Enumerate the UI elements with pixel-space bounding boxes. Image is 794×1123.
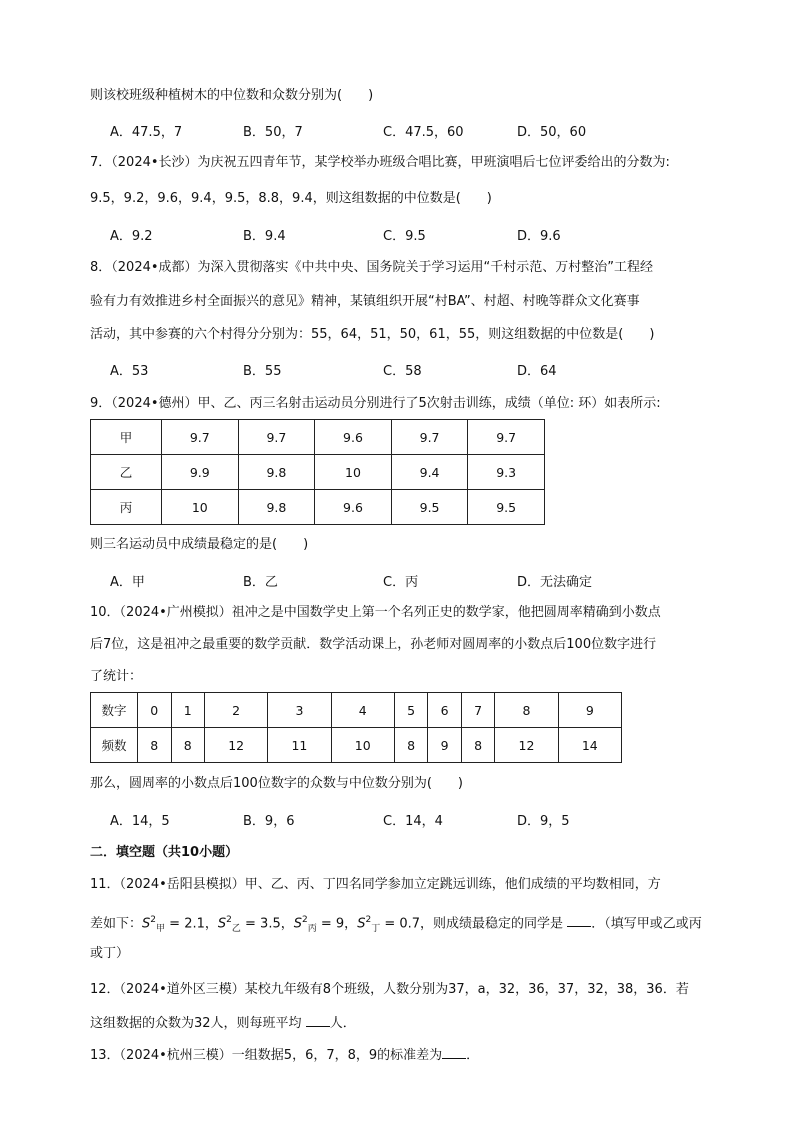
q10-frequency-table (90, 692, 622, 763)
q6-option-a: A．47.5，7 (110, 125, 183, 140)
q6-option-b: B．50，7 (243, 125, 303, 140)
table-cell: 9.6 (315, 490, 392, 525)
q9-option-a: A．甲 (110, 575, 145, 590)
q12-suffix: 人． (329, 1016, 356, 1031)
row-label: 丙 (91, 490, 162, 525)
q11-line-2: 差如下：$S^2_甲 = 2.1$，$S^2_乙 = 3.5$，$S^2_丙 = 9$，$S^2_丁 = 0.7$，则成绩最稳定的同学是 ．（填写甲或乙或丙 (90, 910, 702, 939)
q13-suffix: ． (466, 1048, 480, 1063)
variance-value-jia: = 2.1， (165, 916, 218, 932)
table-cell: 12 (495, 728, 558, 763)
table-row (91, 490, 545, 525)
variance-subscript-yi: 乙 (231, 923, 241, 934)
row-label: 甲 (91, 420, 162, 455)
row-label: 乙 (91, 455, 162, 490)
q6-option-c: C．47.5，60 (383, 125, 464, 140)
variance-symbol: S (142, 916, 151, 932)
table-cell: 3 (268, 693, 331, 728)
q8-options (110, 362, 710, 382)
q7-options (110, 227, 710, 247)
q9-options (110, 573, 710, 593)
table-cell: 9.3 (468, 455, 545, 490)
variance-symbol: S (357, 916, 366, 932)
q9-score-table (90, 419, 545, 525)
table-cell: 2 (205, 693, 268, 728)
q7-line-1: 7．（2024•长沙）为庆祝五四青年节，某学校举办班级合唱比赛，甲班演唱后七位评委给出的分数为: (90, 155, 670, 170)
q9-option-d: D．无法确定 (517, 575, 593, 590)
q12-line-2 (90, 1012, 356, 1034)
row-label: 数字 (91, 693, 138, 728)
q10-option-d: D．9，5 (517, 814, 570, 829)
variance-subscript-jia: 甲 (156, 923, 166, 934)
q9-line-1: 9．（2024•德州）甲、乙、丙三名射击运动员分别进行了5次射击训练，成绩（单位: 环）如表所示: (90, 396, 661, 411)
q13-line-1 (90, 1044, 479, 1066)
table-cell: 9 (558, 693, 621, 728)
variance-symbol: S (293, 916, 302, 932)
q13-prefix: 13．（2024•杭州三模）一组数据5，6，7，8，9的标准差为 (90, 1048, 443, 1063)
q10-question: 那么，圆周率的小数点后100位数字的众数与中位数分别为( ) (90, 776, 463, 791)
answer-blank[interactable] (306, 1012, 330, 1027)
table-row (91, 728, 622, 763)
table-cell: 9.6 (315, 420, 392, 455)
table-cell: 9.7 (468, 420, 545, 455)
table-cell: 9.4 (391, 455, 468, 490)
q10-option-c: C．14，4 (383, 814, 443, 829)
q7-option-a: A．9.2 (110, 229, 153, 244)
table-cell: 10 (162, 490, 239, 525)
answer-blank[interactable] (567, 912, 591, 927)
table-cell: 9.9 (162, 455, 239, 490)
q9-option-c: C．丙 (383, 575, 419, 590)
table-cell: 9 (428, 728, 462, 763)
q7-line-2: 9.5，9.2，9.6，9.4，9.5，8.8，9.4，则这组数据的中位数是( ) (90, 191, 492, 206)
q8-option-d: D．64 (517, 364, 557, 379)
q9-question: 则三名运动员中成绩最稳定的是( ) (90, 537, 309, 552)
q6-options (110, 123, 710, 143)
table-cell: 1 (171, 693, 205, 728)
variance-subscript-ding: 丁 (371, 923, 381, 934)
table-cell: 0 (138, 693, 172, 728)
q7-option-d: D．9.6 (517, 229, 561, 244)
table-cell: 4 (331, 693, 394, 728)
table-cell: 12 (205, 728, 268, 763)
variance-subscript-bing: 丙 (307, 923, 317, 934)
section-heading: 二．填空题（共10小题） (90, 845, 239, 860)
row-label: 频数 (91, 728, 138, 763)
q11-suffix: ．（填写甲或乙或丙 (591, 916, 702, 932)
q7-option-c: C．9.5 (383, 229, 426, 244)
q8-option-c: C．58 (383, 364, 422, 379)
table-row (91, 455, 545, 490)
q10-options (110, 812, 710, 832)
table-row (91, 693, 622, 728)
table-cell: 10 (315, 455, 392, 490)
table-cell: 9.5 (468, 490, 545, 525)
table-cell: 8 (461, 728, 495, 763)
q8-option-b: B．55 (243, 364, 282, 379)
table-cell: 8 (171, 728, 205, 763)
q8-line-1: 8．（2024•成都）为深入贯彻落实《中共中央、国务院关于学习运用“千村示范、万村整治”工程经 (90, 260, 653, 275)
table-cell: 9.8 (238, 490, 315, 525)
q11-line-1: 11．（2024•岳阳县模拟）甲、乙、丙、丁四名同学参加立定跳远训练，他们成绩的平均数相同，方 (90, 877, 661, 892)
table-cell: 9.7 (391, 420, 468, 455)
table-cell: 11 (268, 728, 331, 763)
table-cell: 9.8 (238, 455, 315, 490)
q10-line-1: 10．（2024•广州模拟）祖冲之是中国数学史上第一个名列正史的数学家，他把圆周率精确到小数点 (90, 605, 661, 620)
q8-option-a: A．53 (110, 364, 149, 379)
q6-option-d: D．50，60 (517, 125, 587, 140)
variance-value-bing: = 9， (316, 916, 358, 932)
variance-value-ding: = 0.7，则成绩最稳定的同学是 (380, 916, 564, 932)
table-cell: 9.5 (391, 490, 468, 525)
q12-line-1: 12．（2024•道外区三模）某校九年级有8个班级，人数分别为37，a，32，36，37，32，38，36．若 (90, 982, 689, 997)
table-cell: 14 (558, 728, 621, 763)
variance-symbol: S (217, 916, 227, 932)
table-cell: 10 (331, 728, 394, 763)
q8-line-2: 验有力有效推进乡村全面振兴的意见》精神，某镇组织开展“村BA”、村超、村晚等群众文化赛事 (90, 294, 640, 309)
table-cell: 9.7 (238, 420, 315, 455)
q6-question-tail: 则该校班级种植树木的中位数和众数分别为( ) (90, 88, 374, 103)
table-cell: 6 (428, 693, 462, 728)
table-row (91, 420, 545, 455)
q12-prefix: 这组数据的众数为32人，则每班平均 (90, 1016, 302, 1031)
q8-line-3: 活动，其中参赛的六个村得分分别为：55，64，51，50，61，55，则这组数据的中位数是( ) (90, 327, 655, 342)
variance-value-yi: = 3.5， (240, 916, 294, 932)
table-cell: 5 (394, 693, 428, 728)
table-cell: 8 (394, 728, 428, 763)
q10-line-2: 后7位，这是祖冲之最重要的数学贡献．数学活动课上，孙老师对圆周率的小数点后100位数字进行 (90, 637, 657, 652)
q9-option-b: B．乙 (243, 575, 278, 590)
q11-prefix: 差如下： (90, 916, 143, 932)
table-cell: 8 (138, 728, 172, 763)
q7-option-b: B．9.4 (243, 229, 286, 244)
q10-option-b: B．9，6 (243, 814, 295, 829)
q10-option-a: A．14，5 (110, 814, 170, 829)
q10-line-3: 了统计： (90, 669, 143, 684)
answer-blank[interactable] (442, 1044, 466, 1059)
q11-line-3: 或丁） (90, 946, 130, 961)
table-cell: 9.7 (162, 420, 239, 455)
table-cell: 8 (495, 693, 558, 728)
table-cell: 7 (461, 693, 495, 728)
